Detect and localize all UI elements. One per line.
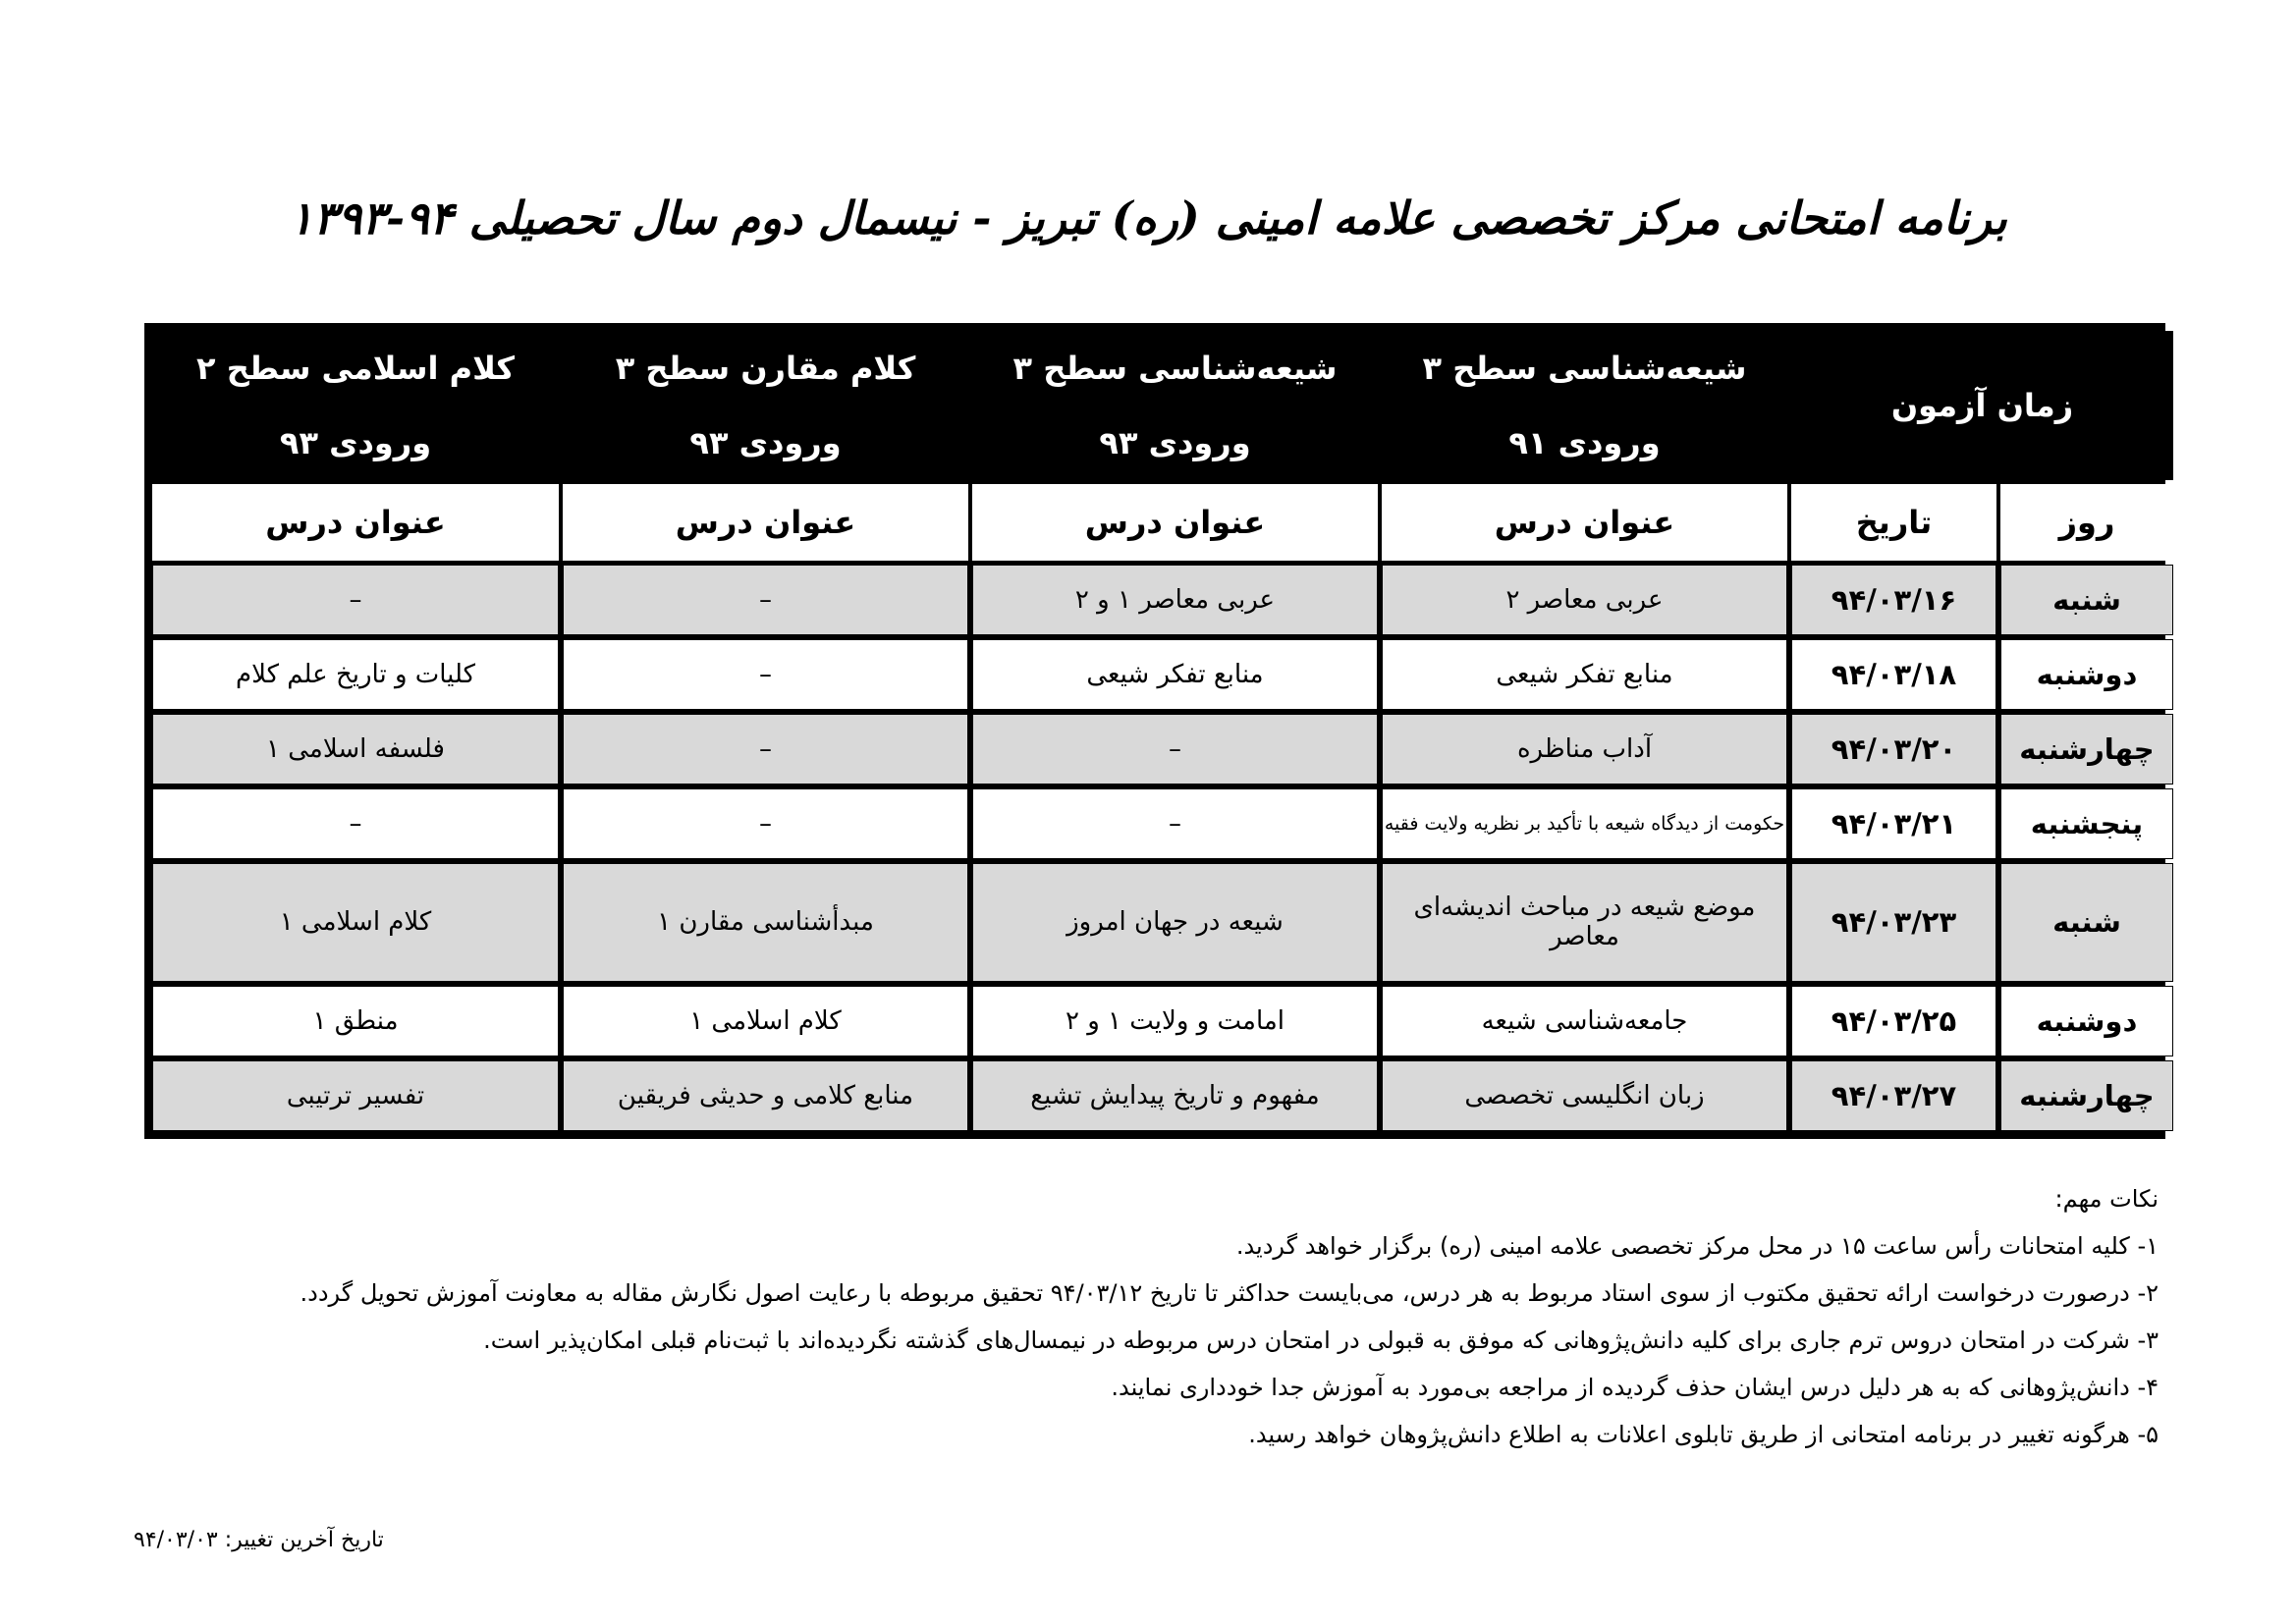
day-cell: شنبه (2000, 565, 2173, 635)
group-header-4 (152, 331, 559, 480)
page-title: برنامه امتحانی مرکز تخصصی علامه امینی (ره) تبریز - نیسمال دوم سال تحصیلی ۹۴-۱۳۹۳ (289, 191, 2007, 244)
course-cell: کلام اسلامی ۱ (563, 986, 968, 1056)
day-column-header: روز (2000, 484, 2173, 561)
group-4-entry: ورودی ۹۳ (279, 424, 432, 461)
course-cell: – (972, 788, 1378, 859)
course-cell: جامعه‌شناسی شیعه (1382, 986, 1787, 1056)
course-cell: زبان انگلیسی تخصصی (1382, 1060, 1787, 1131)
table-row (152, 565, 2173, 635)
notes-section (293, 1175, 2159, 1458)
course-column-header: عنوان درس (1382, 484, 1787, 561)
course-cell: – (152, 788, 559, 859)
group-1-title: شیعه‌شناسی سطح ۳ (1422, 350, 1747, 387)
course-cell: امامت و ولایت ۱ و ۲ (972, 986, 1378, 1056)
course-column-header: عنوان درس (563, 484, 968, 561)
exam-time-header: زمان آزمون (1791, 331, 2173, 480)
group-3-title: کلام مقارن سطح ۳ (615, 350, 916, 387)
course-cell: حکومت از دیدگاه شیعه با تأکید بر نظریه ولایت فقیه (1382, 788, 1787, 859)
day-cell: چهارشنبه (2000, 1060, 2173, 1131)
note-item: ۴- دانش‌پژوهانی که به هر دلیل درس ایشان حذف گردیده از مراجعه بی‌مورد به آموزش جدا خودداری نمایند. (1111, 1374, 2159, 1401)
course-cell: تفسیر ترتیبی (152, 1060, 559, 1131)
day-cell: چهارشنبه (2000, 714, 2173, 785)
group-1-entry: ورودی ۹۱ (1508, 424, 1661, 461)
course-cell: – (152, 565, 559, 635)
course-cell: عربی معاصر ۱ و ۲ (972, 565, 1378, 635)
day-cell: دوشنبه (2000, 986, 2173, 1056)
day-cell: دوشنبه (2000, 639, 2173, 710)
group-4-title: کلام اسلامی سطح ۲ (196, 350, 515, 387)
date-cell: ۹۴/۰۳/۲۳ (1791, 863, 1996, 982)
course-cell: عربی معاصر ۲ (1382, 565, 1787, 635)
date-cell: ۹۴/۰۳/۱۸ (1791, 639, 1996, 710)
group-2-title: شیعه‌شناسی سطح ۳ (1012, 350, 1338, 387)
date-cell: ۹۴/۰۳/۲۱ (1791, 788, 1996, 859)
table-row (152, 639, 2173, 710)
course-cell: منطق ۱ (152, 986, 559, 1056)
course-cell: موضع شیعه در مباحث اندیشه‌ای معاصر (1382, 863, 1787, 982)
exam-schedule-table (144, 323, 2165, 1139)
course-cell: کلیات و تاریخ علم کلام (152, 639, 559, 710)
course-cell: – (563, 639, 968, 710)
course-column-header: عنوان درس (152, 484, 559, 561)
table-row (152, 1060, 2173, 1131)
group-3-entry: ورودی ۹۳ (689, 424, 842, 461)
group-2-entry: ورودی ۹۳ (1099, 424, 1251, 461)
notes-heading: نکات مهم: (2054, 1185, 2159, 1213)
note-item: ۵- هرگونه تغییر در برنامه امتحانی از طریق تابلوی اعلانات به اطلاع دانش‌پژوهان خواهد رسید. (1248, 1421, 2159, 1448)
day-cell: پنجشنبه (2000, 788, 2173, 859)
course-cell: منابع کلامی و حدیثی فریقین (563, 1060, 968, 1131)
course-column-header: عنوان درس (972, 484, 1378, 561)
last-modified-date: تاریخ آخرین تغییر: ۹۴/۰۳/۰۳ (134, 1528, 384, 1552)
course-cell: منابع تفکر شیعی (972, 639, 1378, 710)
group-header-2 (972, 331, 1378, 480)
course-cell: – (563, 714, 968, 785)
group-header-3 (563, 331, 968, 480)
date-cell: ۹۴/۰۳/۲۷ (1791, 1060, 1996, 1131)
course-cell: مبدأشناسی مقارن ۱ (563, 863, 968, 982)
table-row (152, 714, 2173, 785)
course-cell: – (972, 714, 1378, 785)
table-row (152, 788, 2173, 859)
table-row (152, 986, 2173, 1056)
date-column-header: تاریخ (1791, 484, 1996, 561)
date-cell: ۹۴/۰۳/۲۰ (1791, 714, 1996, 785)
date-cell: ۹۴/۰۳/۱۶ (1791, 565, 1996, 635)
table-row (152, 863, 2173, 982)
course-cell: – (563, 788, 968, 859)
course-cell: آداب مناظره (1382, 714, 1787, 785)
course-cell: مفهوم و تاریخ پیدایش تشیع (972, 1060, 1378, 1131)
group-header-1 (1382, 331, 1787, 480)
course-cell: منابع تفکر شیعی (1382, 639, 1787, 710)
course-cell: فلسفه اسلامی ۱ (152, 714, 559, 785)
course-cell: شیعه در جهان امروز (972, 863, 1378, 982)
note-item: ۳- شرکت در امتحان دروس ترم جاری برای کلیه دانش‌پژوهانی که موفق به قبولی در امتحان درس مربوطه در نیمسال‌های گذشته نگردیده‌اند با ثبت‌نام قبلی امکان‌پذیر است. (483, 1326, 2159, 1354)
course-cell: – (563, 565, 968, 635)
note-item: ۲- درصورت درخواست ارائه تحقیق مکتوب از سوی استاد مربوط به هر درس، می‌بایست حداکثر تا تاریخ ۹۴/۰۳/۱۲ تحقیق مربوطه با رعایت اصول نگارش مقاله به معاونت آموزش تحویل گردد. (300, 1279, 2159, 1307)
course-cell: کلام اسلامی ۱ (152, 863, 559, 982)
day-cell: شنبه (2000, 863, 2173, 982)
date-cell: ۹۴/۰۳/۲۵ (1791, 986, 1996, 1056)
note-item: ۱- کلیه امتحانات رأس ساعت ۱۵ در محل مرکز تخصصی علامه امینی (ره) برگزار خواهد گردید. (1235, 1232, 2159, 1260)
